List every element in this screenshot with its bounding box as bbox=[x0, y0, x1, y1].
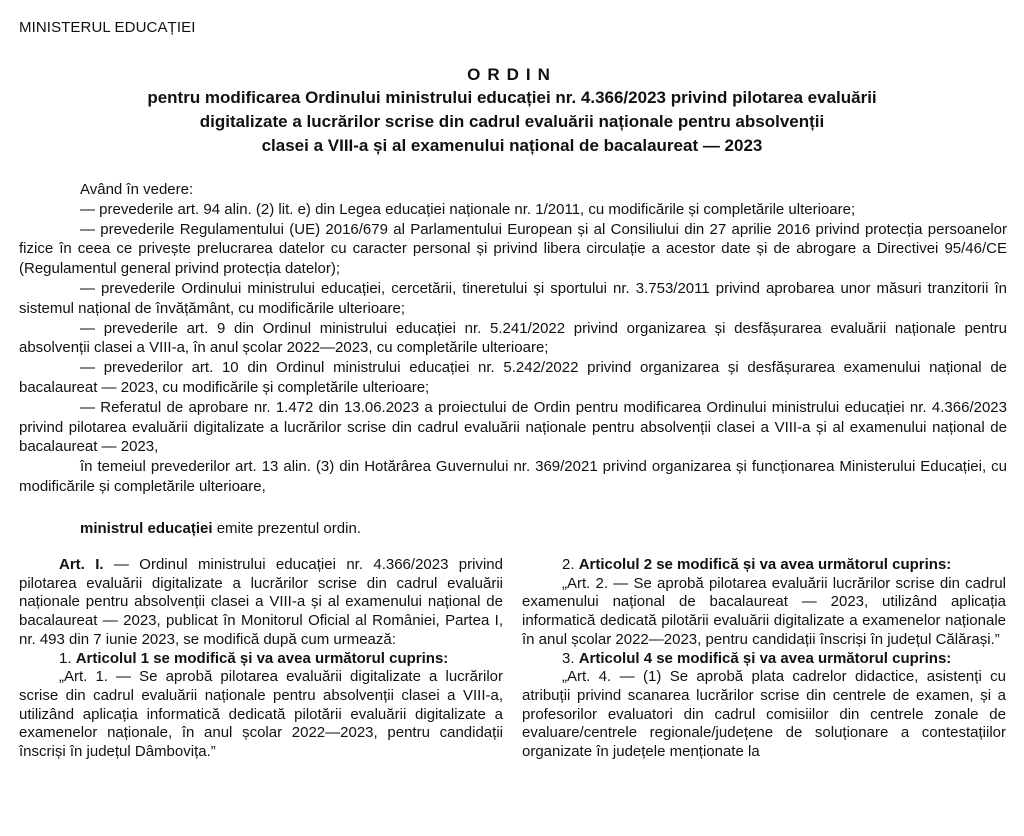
left-column bbox=[19, 556, 503, 762]
preamble-intro: Având în vedere: bbox=[80, 181, 194, 198]
preamble-item: — prevederile art. 94 alin. (2) lit. e) din Legea educației naționale nr. 1/2011, cu modificările și completările ulterioare; bbox=[80, 200, 856, 218]
amendment-1-number: 1. bbox=[59, 649, 76, 667]
emit-statement bbox=[80, 520, 361, 537]
amendment-2-heading bbox=[522, 556, 1006, 575]
amendment-1-heading bbox=[19, 650, 503, 669]
order-subtitle-line-1: pentru modificarea Ordinului ministrului educației nr. 4.366/2023 privind pilotarea evaluării bbox=[147, 88, 877, 107]
order-title-block bbox=[40, 64, 984, 158]
ministry-header: MINISTERUL EDUCAȚIEI bbox=[19, 19, 196, 36]
preamble-item: — prevederile art. 9 din Ordinul ministrului educației nr. 5.241/2022 privind organizarea și desfășurarea evaluării naționale pentru absolvenții clasei a VIII-a, în anul școlar 2022—2023, cu completările ulterioare; bbox=[19, 319, 1007, 357]
article-1-label: Art. I. bbox=[59, 556, 104, 573]
right-column bbox=[522, 556, 1006, 762]
amendment-3-quote: „Art. 4. — (1) Se aprobă plata cadrelor didactice, asistenți cu atribuții privind scanarea lucrărilor scrise din centrele de examen, și a profesorilor evaluatori din cadrul comisiilor din centrele zonale de evaluare/centrele regionale/județene de soluționare a contestațiilor organizate în județele menționate la bbox=[522, 668, 1006, 761]
preamble-item: — prevederile Ordinului ministrului educației, cercetării, tineretului și sportului nr. 3.753/2011 privind aprobarea unor măsuri tranzitorii în sistemul național de învățământ, cu modificările ulterioare; bbox=[19, 279, 1007, 317]
amendment-1-quote: „Art. 1. — Se aprobă pilotarea evaluării digitalizate a lucrărilor scrise din cadrul evaluării naționale pentru absolvenții clasei a VIII-a, utilizând aplicația informatică dedicată pilotării evaluării digitalizate a examenelor naționale, în anul școlar 2022—2023, pentru candidații înscriși în județul Dâmbovița.” bbox=[19, 668, 503, 761]
preamble-item: — prevederile Regulamentului (UE) 2016/679 al Parlamentului European și al Consiliului din 27 aprilie 2016 privind protecția persoanelor fizice în ceea ce privește prelucrarea datelor cu caracter personal și privind libera circulație a acestor date și de abrogare a Directivei 95/46/CE (Regulamentul general privind protecția datelor); bbox=[19, 220, 1007, 278]
amendment-3-heading bbox=[522, 650, 1006, 669]
preamble bbox=[19, 180, 1007, 497]
order-subtitle-line-3: clasei a VIII-a și al examenului național de bacalaureat — 2023 bbox=[261, 136, 763, 155]
order-title: ORDIN bbox=[467, 65, 557, 84]
article-1-text: — Ordinul ministrului educației nr. 4.366/2023 privind pilotarea evaluării digitalizate a lucrărilor scrise din cadrul evaluării naționale pentru absolvenții clasei a VIII-a și al examenului național de bacalaureat — 2023, publicat în Monitorul Oficial al României, Partea I, nr. 493 din 7 iunie 2023, se modifică după cum urmează: bbox=[19, 556, 503, 648]
amendment-1-title: Articolul 1 se modifică și va avea următorul cuprins: bbox=[75, 649, 449, 667]
amendment-2-number: 2. bbox=[562, 556, 579, 573]
emit-text: emite prezentul ordin. bbox=[212, 520, 361, 537]
amendment-2-quote: „Art. 2. — Se aprobă pilotarea evaluării lucrărilor scrise din cadrul examenului național de bacalaureat — 2023, utilizând aplicația informatică dedicată pilotării evaluării digitalizate a examenelor naționale în anul școlar 2022—2023, pentru candidații înscriși în județul Călărași.” bbox=[522, 574, 1006, 648]
preamble-item: — Referatul de aprobare nr. 1.472 din 13.06.2023 a proiectului de Ordin pentru modificarea Ordinului ministrului educației nr. 4.366/2023 privind pilotarea evaluării digitalizate a lucrărilor scrise din cadrul evaluării naționale pentru absolvenții clasei a VIII-a și al examenului național de bacalaureat — 2023, bbox=[19, 398, 1007, 456]
amendment-3-number: 3. bbox=[562, 649, 579, 667]
amendment-3-title: Articolul 4 se modifică și va avea următorul cuprins: bbox=[578, 649, 952, 667]
emit-minister: ministrul educației bbox=[80, 520, 213, 537]
article-1-paragraph bbox=[19, 556, 503, 650]
amendment-2-title: Articolul 2 se modifică și va avea următorul cuprins: bbox=[578, 556, 952, 573]
order-subtitle-line-2: digitalizate a lucrărilor scrise din cadrul evaluării naționale pentru absolvenții bbox=[199, 112, 825, 131]
preamble-item: — prevederilor art. 10 din Ordinul ministrului educației nr. 5.242/2022 privind organizarea și desfășurarea examenului național de bacalaureat — 2023, cu modificările și completările ulterioare; bbox=[19, 359, 1007, 396]
preamble-legal-basis: în temeiul prevederilor art. 13 alin. (3) din Hotărârea Guvernului nr. 369/2021 privind organizarea și funcționarea Ministerului Educației, cu modificările și completările ulterioare, bbox=[19, 458, 1007, 495]
